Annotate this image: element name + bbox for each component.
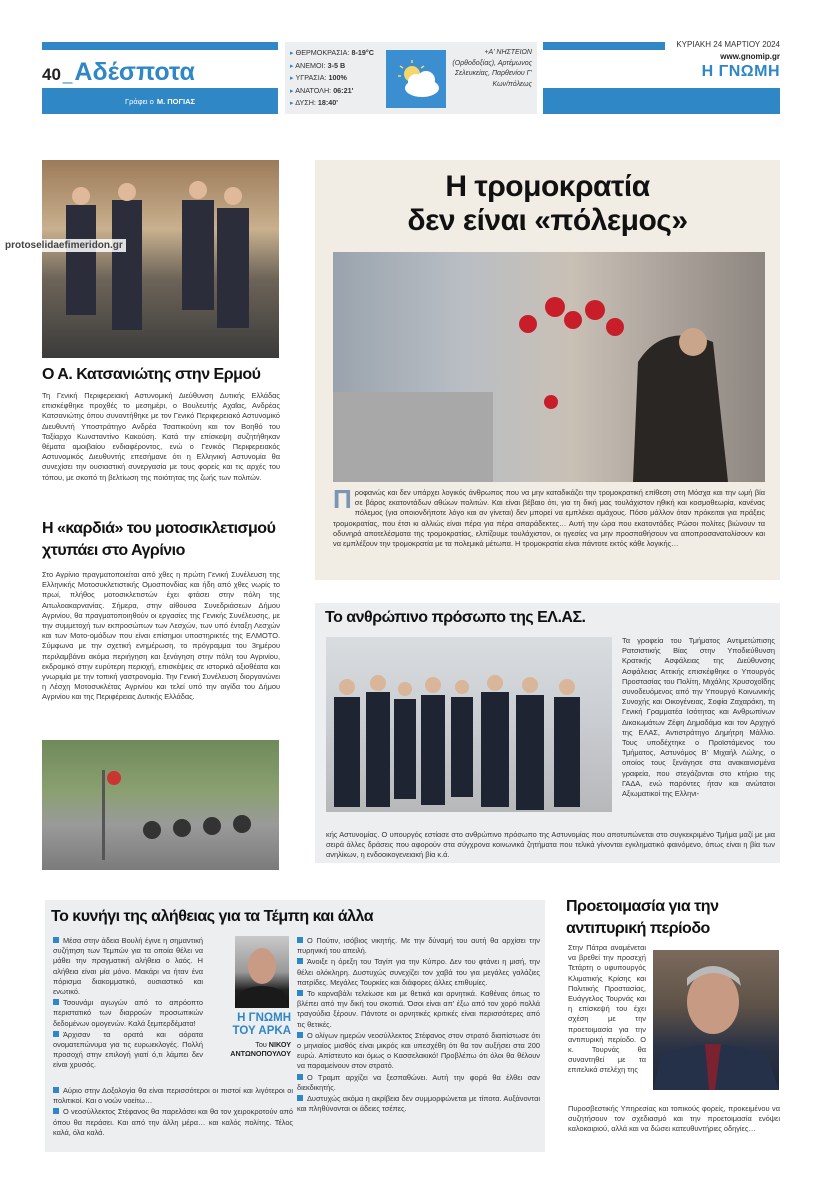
weather-item: ▸ ΘΕΡΜΟΚΡΑΣΙΑ: 8-19°C [290, 48, 374, 57]
moscow-memorial-photo [333, 252, 765, 482]
weather-value: 100% [328, 73, 347, 83]
opinion-item: Ο Τραμπ αρχίζει να ξεσπαθώνει. Αυτή την φορά θα έλθει σαν διεκδικητής. [297, 1072, 540, 1092]
header-bar-right [543, 42, 665, 50]
fire-body-bottom: Πυροσβεστικής Υπηρεσίας και τοπικούς φορείς, προκειμένου να συζητήσουν τον σχεδιασμό και την προετοιμασία ενόψει καλοκαιριού, αλλά και να δώσει κατευθυντήριες οδηγίες… [568, 1104, 780, 1134]
issue-date: ΚΥΡΙΑΚΗ 24 ΜΑΡΤΙΟΥ 2024 [676, 40, 780, 49]
fire-body-side: Στην Πάτρα αναμένεται να βρεθεί την προσεχή Τετάρτη ο υφυπουργός Κλιματικής Κρίσης και Πολιτικής Προστασίας, Ευάγγελος Τουρνάς και η επίσκεψή του έχει σχέση με την προετοιμασία για την αντιπυρική περίοδο. Ο κ. Τουρνάς θα συναντηθεί με τα επιτελικά στελέχη της [568, 943, 646, 1075]
weather-item: ▸ ΑΝΑΤΟΛΗ: 06:21' [290, 85, 354, 95]
terror-headline [315, 170, 780, 238]
saints-of-day: +Α' ΝΗΣΤΕΙΩΝ (Ορθοδοξίας), Αρτέμωνος Σελευκείας, Παρθενίου Γ' Κων/πόλεως [452, 49, 532, 88]
terror-body: ροφανώς και δεν υπάρχει λογικός άνθρωπος που να μην καταδικάζει την τρομοκρατική επίθεση στη Μόσχα και την ωμή βία σε βάρος εκατοντάδων αθώων πολιτών. Και είναι βέβαιο ότι, για τη δική μας τουλάχιστον ηθική και κοσμοθεωρία, κανένας πόλεμος (για οποιονδήποτε λόγο και αν γίνεται) δεν μπορεί να εμπλέκει αμάχους. Πόσο μάλλον όταν πρόκειται για πράξεις τρομοκρατίας, που έτσι κι αλλιώς είναι πέρα για πέρα απαράδεκτες… Αυτή την ώρα που εκατοντάδες Ρώσοι πολίτες βιώνουν τα οδυνηρά αποτελέσματα της τρομοκρατίας, ελπίζουμε τουλάχιστον, οι ηγεσίες να μην προσπαθήσουν να αποπροσανατολίσουν και να εμπλέξουν την τρομοκρατία με τα πολεμικά μέτωπα. Η τρομοκρατία είναι πάντοτε εκτός κάθε λογικής… [333, 488, 765, 549]
opinion-item: Τσουνάμι αγωγών από το απρόοπτο περιστατικό των διαρροών προσωπικών δεδομένων ομογενών. Καλά ξεμπερδέματα! [53, 998, 203, 1028]
opinion-item: Άρχισαν τα ορατά και αόρατα ονοματεπώνυμα για τις ευρωεκλογές. Πολλή προσοχή στην επιλογή γιατί ό,τι λάμπει δεν είναι χρυσός. [53, 1029, 203, 1070]
elas-group-photo [326, 637, 612, 812]
elas-headline: Το ανθρώπινο πρόσωπο της ΕΛ.ΑΣ. [325, 609, 586, 626]
elas-body-side: Τα γραφεία του Τμήματος Αντιμετώπισης Ρατσιστικής Βίας στην Υποδιεύθυνση Κρατικής Ασφάλειας της Διεύθυνσης Ασφάλειας Αττικής επισκέφθηκε ο Υπουργός Προστασίας του Πολίτη, Μιχάλης Χρυσοχοΐδης συνοδευόμενος από την Υπουργό Κοινωνικής Συνοχής και Οικογένειας, Σοφία Ζαχαράκη, τη Γενική Γραμματέα Ισότητας και Ανθρωπίνων Δικαιωμάτων Ζέφη Δημαδάμα και τον Αρχηγό της ΕΛΑΣ, Αντιστράτηγο Δημήτρη Μάλλιο. Τους υποδέχτηκε ο Προϊστάμενος του Τμήματος, Αστυνόμος Β' Μιχαήλ Λώλης, ο οποίος τους ξενάγησε στα ανακαινισμένα γραφεία, που στεγάζονται στο κτήριο της ΓΑΔΑ, ενώ παρόντες ήταν και ανώτατοι Αξιωματικοί της Ελληνι- [622, 636, 775, 799]
weather-item: ▸ ΔΥΣΗ: 18:40' [290, 98, 339, 108]
terror-headline-line1: Η τρομοκρατία [445, 170, 650, 203]
opinion-left-items-lower [53, 1086, 293, 1139]
opinion-item: Άνοιξε η όρεξη του Ταγίπ για την Κύπρο. Δεν του φτάνει η μισή, την θέλει ολόκληρη. Δυστυχώς συνεχίζει τον χαβά του για μεγάλες γαλάζιες πατρίδες. Μεγάλες Τουρκίες και διάφορες άλλες επιθυμίες. [297, 957, 540, 987]
columnist-first-name: ΝΙΚΟΥ [268, 1040, 291, 1049]
author-banner [42, 88, 278, 114]
column-name-line1: Η ΓΝΩΜΗ [237, 1012, 291, 1024]
weather-list [290, 47, 374, 110]
opinion-left-items [53, 936, 203, 1072]
opinion-headline: Το κυνήγι της αλήθειας για τα Τέμπη και άλλα [51, 908, 374, 925]
page-number: 40 [42, 65, 61, 84]
newspaper-logo: Η ΓΝΩΜΗ [701, 63, 780, 80]
column-name-line2: ΤΟΥ ΑΡΚΑ [232, 1025, 291, 1037]
motorcycles-photo [42, 740, 279, 870]
weather-label: ΑΝΑΤΟΛΗ: [295, 85, 332, 95]
opinion-item: Μέσα στην άδεια Βουλή έγινε η σημαντική συζήτηση των Τεμπών για τα οποία θέλει να μάθει την πραγματική αλήθεια ο λαός. Η αλήθεια είναι μία μόνο. Μακάρι να ήταν ένα πόρισμα διακομματικό, ουσιαστικό και ενωτικό. [53, 936, 203, 997]
opinion-item: Το καρναβάλι τελείωσε και με θετικά και αρνητικά. Καθένας όπως το βλέπει από την δική του σκοπιά. Όσοι είναι απ' έξω από τον χορό πολλά τραγούδια ξέρουν. Πάντοτε οι αρνητικές κριτικές είναι περισσότερες από τις θετικές. [297, 989, 540, 1029]
opinion-item: Δυστυχώς ακόμα η ακρίβεια δεν συμμορφώνεται με τίποτα. Αυξάνονται και πληθύνονται οι άδειες τσέπες. [297, 1094, 540, 1114]
elas-article-box [315, 603, 780, 863]
header-bar-right-bottom [543, 88, 780, 114]
columnist-credit [213, 1012, 291, 1058]
columnist-photo [235, 936, 289, 1008]
section-heading: 40 _ Αδέσποτα [42, 58, 195, 86]
columnist-prefix: Του [255, 1040, 267, 1049]
weather-item: ▸ ΥΓΡΑΣΙΑ: 100% [290, 73, 347, 83]
tournas-photo [653, 950, 779, 1090]
terror-dropcap: Π [333, 484, 352, 514]
weather-label: ΥΓΡΑΣΙΑ: [295, 73, 327, 83]
weather-item: ▸ ΑΝΕΜΟΙ: 3-5 B [290, 60, 346, 70]
katsaniotis-headline: Ο Α. Κατσανιώτης στην Ερμού [42, 366, 261, 383]
opinion-column-box [45, 900, 545, 1152]
weather-box [285, 42, 537, 114]
terror-headline-line2: δεν είναι «πόλεμος» [407, 204, 688, 237]
terror-article-box [315, 160, 780, 580]
fire-headline: Προετοιμασία για την αντιπυρική περίοδο [566, 898, 719, 937]
watermark: protoselidaefimeridon.gr [2, 239, 126, 252]
elas-body-bottom: κής Αστυνομίας. Ο υπουργός εστίασε στο ανθρώπινο πρόσωπο της Αστυνομίας που αποτυπώνεται στο συγκεκριμένο Τμήμα μαζί με μια σειρά άλλες δράσεις που αφορούν στα σύγχρονα κοινωνικά ζητήματα που τελικά γίνονται εγκληματικό φαινόμενο, όπως είναι η βία των ανηλίκων, η ενδοοικογενειακή βία κ.ά. [326, 830, 775, 860]
section-title: Αδέσποτα [74, 58, 195, 86]
weather-label: ΘΕΡΜΟΚΡΑΣΙΑ: [295, 48, 350, 57]
partly-cloudy-icon [386, 50, 446, 108]
header-bar-left [42, 42, 278, 50]
moto-body: Στο Αγρίνιο πραγματοποιείται από χθες η πρώτη Γενική Συνέλευση της Ελληνικής Μοτοσυκλετιστικής Ομοσπονδίας και ήδη από χθες νωρίς το πρωί, πλήθος μοτοσικλετιστών έχει φτάσει στην πόλη της Αιτωλοακαρνανίας. Σήμερα, στην αίθουσα Συνεδριάσεων Δήμου Αγρινίου, θα πραγματοποιηθούν οι εργασίες της Γενικής Συνέλευσης, με την συμμετοχή των εκπροσώπων των Λεσχών, των υπό ένταξη Λεσχών και των Μοτο-ομάδων που είναι επίσημοι υποστηρικτές της ΕΛΜΟΤΟ. Σύμφωνα με την σχετική ενημέρωση, το πρόγραμμα του 3ημέρου περιλαμβάνει ακόμα περιήγηση και ξενάγηση στην πόλη του Αγρινίου, εκδρομικό στην ευρύτερη περιοχή, επισκέψεις σε ιστορικά αξιοθέατα και γνωριμία με την τοπική γαστρονομία. Την Γενική Συνέλευση διοργανώνει η Λέσχη Μοτοσυκλέτας Αγρινίου και τελεί υπό την αιγίδα του Δήμου Αγρινίου και της Περιφέρειας Δυτικής Ελλάδας. [42, 570, 280, 702]
website-link[interactable]: www.gnomip.gr [720, 52, 780, 61]
weather-label: ΔΥΣΗ: [295, 98, 316, 108]
author-name: Μ. ΠΟΓΙΑΣ [156, 96, 196, 106]
columnist-last-name: ΑΝΤΩΝΟΠΟΥΛΟΥ [230, 1049, 291, 1058]
weather-label: ΑΝΕΜΟΙ: [295, 60, 326, 70]
katsaniotis-body: Τη Γενική Περιφερειακή Αστυνομική Διεύθυνση Δυτικής Ελλάδας επισκέφθηκε προχθές το μεσημέρι, ο Βουλευτής Αχαΐας, Ανδρέας Κατσανιώτης όπου συναντήθηκε με τον Γενικό Περιφερειακό Αστυνομικό Διευθυντή Υποστράτηγο Ανδρέα Τσαπικούνη και τον Βοηθό του Ταξίαρχο Κωνσταντίνο Κακούση. Κατά την επίσκεψη συζητήθηκαν θέματα αμοιβαίου ενδιαφέροντος, ενώ ο Γενικός Περιφερειακός Αστυνομικός Διευθυντής επεσήμανε ότι η Ελληνική Αστυνομία θα συνεχίσει την ουσιαστική συνεργασία με τους φορείς και τις αρχές του τόπου, με σκοπό τη βελτίωση της ποιότητας της ζωής των πολιτών. [42, 391, 280, 482]
opinion-right-items [297, 936, 540, 1115]
moto-headline: Η «καρδιά» του μοτοσικλετισμού χτυπάει στο Αγρίνιο [42, 520, 276, 559]
terror-body-wrap [333, 484, 765, 549]
katsaniotis-photo [42, 160, 279, 358]
opinion-item: Αύριο στην Δοξολογία θα είναι περισσότεροι οι πιστοί και λιγότεροι οι πολιτικοί. Και ο νοών νοείτω… [53, 1086, 293, 1106]
weather-value: 18:40' [317, 98, 339, 108]
opinion-item: Ο νεοσύλλεκτος Στέφανος θα παρελάσει και θα τον χειροκροτούν από όπου θα περάσει. Και από την άλλη μέρα… και καλός πολίτης. Τέλος καλά, όλα καλά. [53, 1107, 293, 1137]
weather-value: 8-19°C [351, 48, 374, 57]
weather-value: 06:21' [333, 85, 354, 95]
opinion-item: Ο Πούτιν, ισόβιος νικητής. Με την δύναμή του αυτή θα αρχίσει την πυρηνική του απειλή. [297, 936, 540, 956]
weather-value: 3-5 B [327, 60, 346, 70]
author-prefix: Γράφει ο [124, 96, 154, 106]
opinion-item: Ο ολίγων ημερών νεοσύλλεκτος Στέφανος στον στρατό διαπίστωσε ότι ο μηνιαίος μισθός είναι μικρός και υπεσχέθη ότι θα τον αυξήσει στα 200 ευρώ. Απίστευτο και όμως ο Κασσελακικό! Προβλέπω ότι όλοι θα θέλουν να παραμείνουν στον στρατό. [297, 1030, 540, 1071]
